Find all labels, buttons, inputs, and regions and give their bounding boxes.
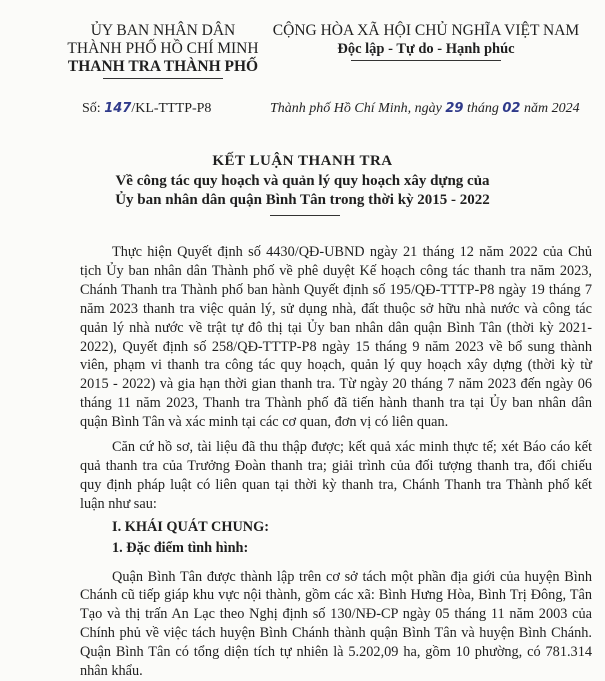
paragraph-3: Quận Bình Tân được thành lập trên cơ sở tách một phần địa giới của huyện Bình Chánh cũ tiếp giáp khu vực nội thành, gồm các xã: Bình Hưng Hòa, Bình Trị Đông, Tân Tạo và thị trấn An Lạc theo Nghị định số 130/NĐ-CP ngày 05 tháng 11 năm 2003 của Chính phủ về việc tách huyện Bình Chánh thành quận Bình Tân và huyện Bình Chánh. Quận Bình Tân có tổng diện tích tự nhiên là 5.202,09 ha, gồm 10 phường, có 781.314 nhân khẩu. bbox=[80, 568, 592, 680]
document-date bbox=[270, 101, 580, 117]
document-number bbox=[82, 101, 211, 117]
date-year: năm 2024 bbox=[520, 101, 580, 116]
national-title-block bbox=[256, 22, 596, 61]
doc-number-suffix: /KL-TTTP-P8 bbox=[131, 101, 212, 116]
agency-line-2: THÀNH PHỐ HỒ CHÍ MINH bbox=[67, 40, 259, 57]
document-title: KẾT LUẬN THANH TRA bbox=[212, 153, 393, 169]
date-day-handwritten: 29 bbox=[445, 101, 464, 116]
paragraph-2: Căn cứ hồ sơ, tài liệu đã thu thập được; kết quả xác minh thực tế; xét Báo cáo kết quả thanh tra của Trưởng Đoàn thanh tra; giải trình của đối tượng thanh tra, đối chiếu quy định pháp luật có liên quan tại thời kỳ thanh tra, Chánh Thanh tra Thành phố kết luận như sau: bbox=[80, 439, 592, 512]
paragraph-1: Thực hiện Quyết định số 4430/QĐ-UBND ngày 21 tháng 12 năm 2022 của Chủ tịch Ủy ban nhân dân Thành phố về phê duyệt Kế hoạch công tác thanh tra năm 2023, Chánh Thanh tra Thành phố ban hành Quyết định số 195/QĐ-TTTP-P8 ngày 19 tháng 7 năm 2023 thanh tra việc quản lý, sử dụng nhà, đất thuộc sở hữu nhà nước và công tác quản lý nhà nước về trật tự đô thị tại Ủy ban nhân dân quận Bình Tân (thời kỳ 2021-2022), Quyết định số 258/QĐ-TTTP-P8 ngày 15 tháng 9 năm 2023 về bổ sung thành viên, phạm vi thanh tra công tác quy hoạch, quản lý quy hoạch xây dựng (thời kỳ từ 2015 - 2022) và gia hạn thời gian thanh tra. Từ ngày 20 tháng 7 năm 2023 đến ngày 06 tháng 11 năm 2023, Thanh tra Thành phố đã tiến hành thanh tra tại Ủy ban nhân dân quận Bình Tân và xác minh tại các cơ quan, đơn vị có liên quan. bbox=[80, 244, 592, 431]
document-subtitle bbox=[0, 172, 605, 210]
document-body bbox=[80, 243, 592, 681]
motto-underline bbox=[351, 60, 501, 61]
date-month-handwritten: 02 bbox=[502, 101, 521, 116]
date-month-word: tháng bbox=[463, 101, 503, 116]
nation-motto: Độc lập - Tự do - Hạnh phúc bbox=[337, 41, 515, 57]
agency-underline bbox=[103, 78, 223, 79]
agency-line-1: ỦY BAN NHÂN DÂN bbox=[90, 22, 236, 39]
subtitle-line-1: Về công tác quy hoạch và quản lý quy hoạch xây dựng của bbox=[115, 173, 490, 189]
nation-name: CỘNG HÒA XÃ HỘI CHỦ NGHĨA VIỆT NAM bbox=[272, 22, 580, 39]
section-heading-2: 1. Đặc điểm tình hình: bbox=[112, 539, 249, 556]
date-prefix: Thành phố Hồ Chí Minh, ngày bbox=[270, 101, 446, 116]
subtitle-underline bbox=[270, 215, 340, 216]
doc-number-handwritten: 147 bbox=[104, 101, 132, 116]
section-heading-1: I. KHÁI QUÁT CHUNG: bbox=[112, 518, 270, 535]
issuing-agency-block bbox=[58, 22, 268, 79]
doc-number-prefix: Số: bbox=[82, 101, 105, 116]
agency-line-3: THANH TRA THÀNH PHỐ bbox=[67, 58, 259, 75]
subtitle-line-2: Ủy ban nhân dân quận Bình Tân trong thời kỳ 2015 - 2022 bbox=[115, 192, 490, 208]
